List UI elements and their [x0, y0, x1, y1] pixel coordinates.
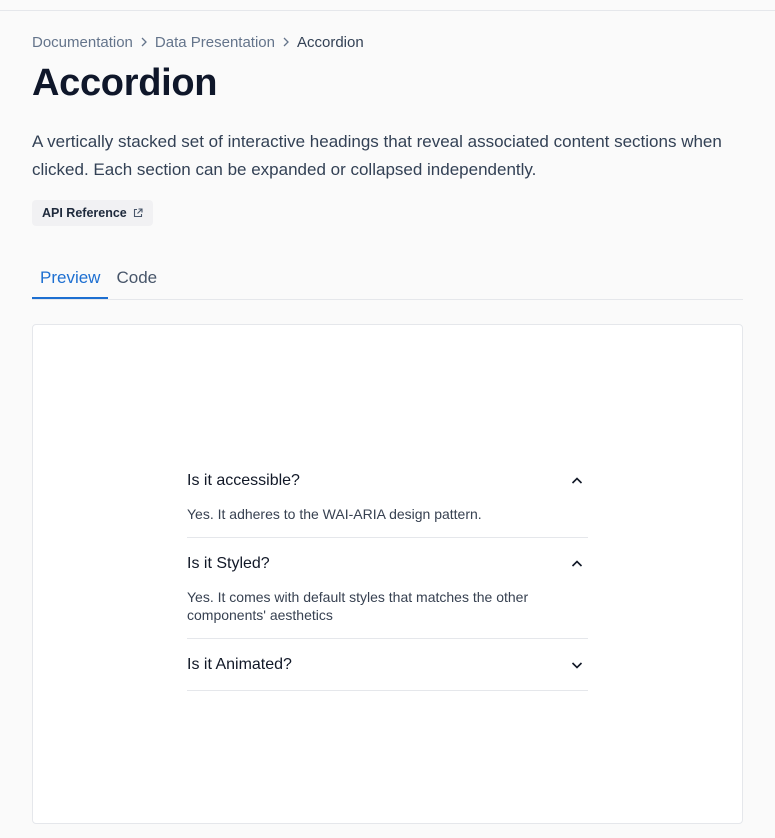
- accordion-trigger-accessible[interactable]: [187, 465, 588, 497]
- accordion-trigger-label: Is it Animated?: [187, 655, 292, 673]
- chevron-right-icon: [133, 30, 155, 54]
- tab-preview[interactable]: Preview: [32, 260, 108, 299]
- page-title: Accordion: [32, 62, 218, 104]
- tab-list: [32, 260, 743, 300]
- accordion-item: [187, 548, 588, 639]
- breadcrumb-item-data-presentation[interactable]: Data Presentation: [154, 33, 275, 51]
- chevron-right-icon: [275, 30, 297, 54]
- breadcrumb-item-accordion: Accordion: [296, 33, 364, 51]
- api-reference-link[interactable]: [32, 200, 153, 226]
- external-link-icon: [133, 208, 143, 218]
- breadcrumb: [32, 30, 743, 54]
- breadcrumb-item-documentation[interactable]: Documentation: [32, 33, 133, 51]
- page-content: [32, 30, 743, 824]
- page-description: A vertically stacked set of interactive headings that reveal associated content sections when clicked. Each section can be expanded or collapsed independently.: [32, 132, 722, 179]
- accordion-content: Yes. It comes with default styles that matches the other components' aesthetics: [187, 589, 529, 623]
- api-reference-label: API Reference: [42, 206, 127, 220]
- accordion-trigger-label: Is it Styled?: [187, 555, 270, 572]
- accordion-trigger-label: Is it accessible?: [187, 472, 300, 489]
- accordion-item: [187, 639, 588, 691]
- preview-panel: [32, 324, 743, 824]
- chevron-up-icon: [569, 556, 585, 572]
- accordion-trigger-animated[interactable]: [187, 639, 588, 690]
- accordion-content: Yes. It adheres to the WAI-ARIA design pattern.: [187, 506, 482, 522]
- tab-code[interactable]: Code: [116, 268, 158, 287]
- chevron-down-icon: [569, 657, 585, 673]
- accordion: [187, 465, 588, 691]
- accordion-trigger-styled[interactable]: [187, 548, 588, 580]
- chevron-up-icon: [569, 473, 585, 489]
- top-divider: [0, 10, 775, 11]
- accordion-item: [187, 465, 588, 538]
